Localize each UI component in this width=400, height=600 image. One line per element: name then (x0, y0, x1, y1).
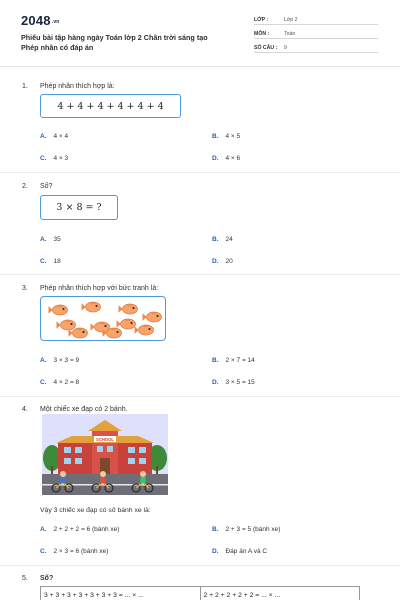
site-logo[interactable]: 2048.vn (21, 13, 60, 28)
question-1-option-a[interactable]: A. 4 × 4 (40, 133, 69, 140)
question-3-number: 3. (22, 285, 28, 292)
question-1-text: Phép nhân thích hợp là: (40, 83, 115, 90)
header-divider (0, 66, 400, 67)
question-1-option-b[interactable]: B. 4 × 5 (212, 133, 241, 140)
question-3-option-d[interactable]: D. 3 × 5 = 15 (212, 379, 255, 386)
worksheet-header (0, 0, 400, 66)
question-2-option-b[interactable]: B. 24 (212, 236, 233, 243)
question-3-option-a[interactable]: A. 3 × 3 = 9 (40, 357, 80, 364)
question-1-option-d[interactable]: D. 4 × 6 (212, 155, 241, 162)
question-4-option-d[interactable]: D. Đáp án A và C (212, 548, 268, 555)
question-4-subtext: Vậy 3 chiếc xe đạp có số bánh xe là: (40, 507, 151, 514)
question-2-number: 2. (22, 183, 28, 190)
question-5-cell-right[interactable]: 2 + 2 + 2 + 2 + 2 = ... × ... (200, 587, 360, 600)
meta-subject: MÔN : Toán (254, 28, 378, 39)
question-5-text: Số? (40, 575, 54, 582)
question-4-text: Một chiếc xe đạp có 2 bánh. (40, 406, 128, 413)
question-1-expression: 4 + 4 + 4 + 4 + 4 + 4 (40, 94, 181, 118)
question-2-text: Số? (40, 183, 53, 190)
question-2-option-c[interactable]: C. 18 (40, 258, 61, 265)
question-4-option-c[interactable]: C. 2 × 3 = 6 (bánh xe) (40, 548, 109, 555)
question-3-text: Phép nhân thích hợp với bức tranh là: (40, 285, 159, 292)
fish-illustration (40, 296, 166, 341)
question-divider (0, 172, 400, 173)
question-2-expression: 3 × 8 = ? (40, 195, 118, 220)
worksheet-title: Phiếu bài tập hàng ngày Toán lớp 2 Chân trời sáng tạo Phép nhân có đáp án (21, 33, 208, 52)
question-divider (0, 396, 400, 397)
question-5-number: 5. (22, 575, 28, 582)
question-4-number: 4. (22, 406, 28, 413)
school-bicycle-illustration (42, 414, 168, 495)
fish-group-icon (41, 297, 165, 340)
question-5-cell-left[interactable]: 3 + 3 + 3 + 3 + 3 + 3 + 3 = ... × ... (44, 592, 144, 599)
question-4-option-a[interactable]: A. 2 + 2 + 2 = 6 (bánh xe) (40, 526, 120, 533)
school-sign: SCHOOL (96, 436, 114, 442)
question-4-option-b[interactable]: B. 2 + 3 = 5 (bánh xe) (212, 526, 281, 533)
meta-class: LỚP : Lớp 2 (254, 14, 378, 25)
question-divider (0, 274, 400, 275)
question-2-option-d[interactable]: D. 20 (212, 258, 233, 265)
meta-question-count: SỐ CÂU : 9 (254, 42, 378, 53)
question-1-number: 1. (22, 83, 28, 90)
question-3-option-c[interactable]: C. 4 × 2 = 8 (40, 379, 80, 386)
question-2-option-a[interactable]: A. 35 (40, 236, 61, 243)
question-5-table (40, 586, 360, 600)
question-1-option-c[interactable]: C. 4 × 3 (40, 155, 69, 162)
question-divider (0, 565, 400, 566)
question-3-option-b[interactable]: B. 2 × 7 = 14 (212, 357, 255, 364)
